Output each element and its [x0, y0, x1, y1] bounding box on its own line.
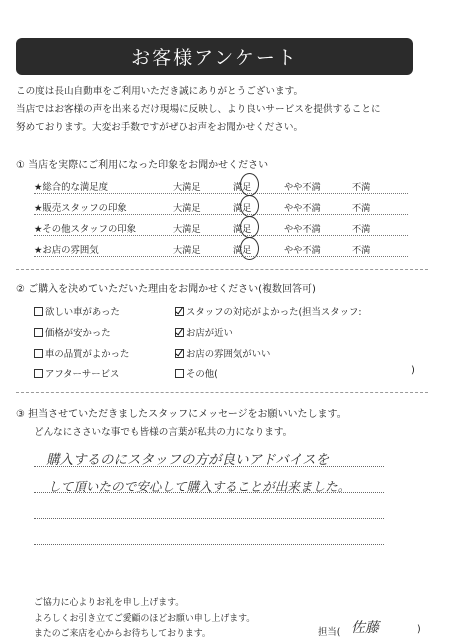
- reason-checkbox[interactable]: [34, 366, 119, 380]
- reason-checkbox-checked[interactable]: [175, 304, 362, 318]
- q1-option[interactable]: 大満足: [173, 224, 201, 235]
- intro-line-2: 当店ではお客様の声を出来るだけ現場に反映し、より良いサービスを提供することに: [16, 104, 381, 115]
- handwritten-message-line-1: 購入するのにスタッフの方が良いアドバイスを: [46, 452, 330, 468]
- q3-heading: ③ 担当させていただきましたスタッフにメッセージをお願いいたします。: [16, 409, 347, 420]
- divider: [34, 193, 408, 194]
- handwritten-message-line-2: して頂いたので安心して購入することが出来ました。: [48, 479, 351, 494]
- footer-line-2: よろしくお引き立てご愛顧のほどお願い申し上げます。: [34, 614, 256, 624]
- q3-subheading: どんなにささいな事でも皆様の言葉が私共の力になります。: [34, 427, 293, 438]
- q2-heading: ② ご購入を決めていただいた理由をお聞かせください(複数回答可): [16, 284, 316, 295]
- staff-name-handwritten: 佐藤: [351, 620, 379, 636]
- checkbox-box: [34, 307, 43, 316]
- checkbox-label: 価格が安かった: [45, 328, 111, 339]
- checkbox-box: [175, 369, 184, 378]
- q1-heading: ① 当店を実際にご利用になった印象をお聞かせください: [16, 160, 269, 171]
- q1-option[interactable]: 不満: [352, 203, 371, 214]
- section-divider: [16, 269, 428, 270]
- reason-checkbox[interactable]: [175, 366, 218, 380]
- checkbox-label: お店が近い: [186, 328, 233, 339]
- reason-checkbox[interactable]: [34, 325, 111, 339]
- q1-option[interactable]: 大満足: [173, 245, 201, 256]
- checkbox-label: スタッフの対応がよかった(担当スタッフ:: [186, 307, 362, 318]
- answer-line: [34, 492, 384, 493]
- q1-option[interactable]: やや不満: [284, 203, 321, 214]
- footer-line-1: ご協力に心よりお礼を申し上げます。: [34, 598, 185, 608]
- q1-option[interactable]: 不満: [352, 245, 371, 256]
- intro-line-1: この度は長山自動車をご利用いただき誠にありがとうございます。: [16, 86, 304, 97]
- checkbox-box: [175, 349, 184, 358]
- checkbox-box: [34, 369, 43, 378]
- checkbox-label: 欲しい車があった: [45, 307, 120, 318]
- q1-row-label: ★お店の雰囲気: [34, 245, 99, 256]
- reason-checkbox[interactable]: [34, 346, 129, 360]
- checkbox-box: [175, 328, 184, 337]
- q1-option[interactable]: 大満足: [173, 203, 201, 214]
- page-title: お客様アンケート: [16, 38, 413, 75]
- q1-option-selected[interactable]: 満足: [233, 224, 252, 235]
- checkbox-label: その他(: [186, 369, 218, 380]
- staff-label: 担当(: [318, 627, 341, 638]
- answer-line: [34, 466, 384, 467]
- checkbox-box: [175, 307, 184, 316]
- q1-option[interactable]: やや不満: [284, 182, 321, 193]
- divider: [34, 214, 408, 215]
- reason-checkbox[interactable]: [34, 304, 120, 318]
- section-divider: [16, 392, 428, 393]
- divider: [34, 256, 408, 257]
- q1-option[interactable]: 不満: [352, 182, 371, 193]
- divider: [34, 235, 408, 236]
- staff-close-paren: ): [417, 624, 421, 635]
- footer-line-3: またのご来店を心からお待ちしております。: [34, 629, 211, 639]
- reason-checkbox-checked[interactable]: [175, 325, 233, 339]
- checkbox-label: 車の品質がよかった: [45, 349, 130, 360]
- q1-row-label: ★その他スタッフの印象: [34, 224, 137, 235]
- q1-option-selected[interactable]: 満足: [233, 203, 252, 214]
- answer-line: [34, 518, 384, 519]
- q1-row-label: ★販売スタッフの印象: [34, 203, 127, 214]
- q1-option[interactable]: 不満: [352, 224, 371, 235]
- q1-option-selected[interactable]: 満足: [233, 245, 252, 256]
- answer-line: [34, 544, 384, 545]
- q1-option-selected[interactable]: 満足: [233, 182, 252, 193]
- q1-option[interactable]: 大満足: [173, 182, 201, 193]
- q1-option[interactable]: やや不満: [284, 224, 321, 235]
- intro-line-3: 努めております。大変お手数ですがぜひお声をお聞かせください。: [16, 122, 304, 133]
- checkbox-box: [34, 328, 43, 337]
- other-close-paren: ): [411, 365, 415, 376]
- q1-option[interactable]: やや不満: [284, 245, 321, 256]
- reason-checkbox-checked[interactable]: [175, 346, 270, 360]
- q1-row-label: ★総合的な満足度: [34, 182, 109, 193]
- checkbox-label: アフターサービス: [45, 369, 120, 380]
- checkbox-box: [34, 349, 43, 358]
- checkbox-label: お店の雰囲気がいい: [186, 349, 271, 360]
